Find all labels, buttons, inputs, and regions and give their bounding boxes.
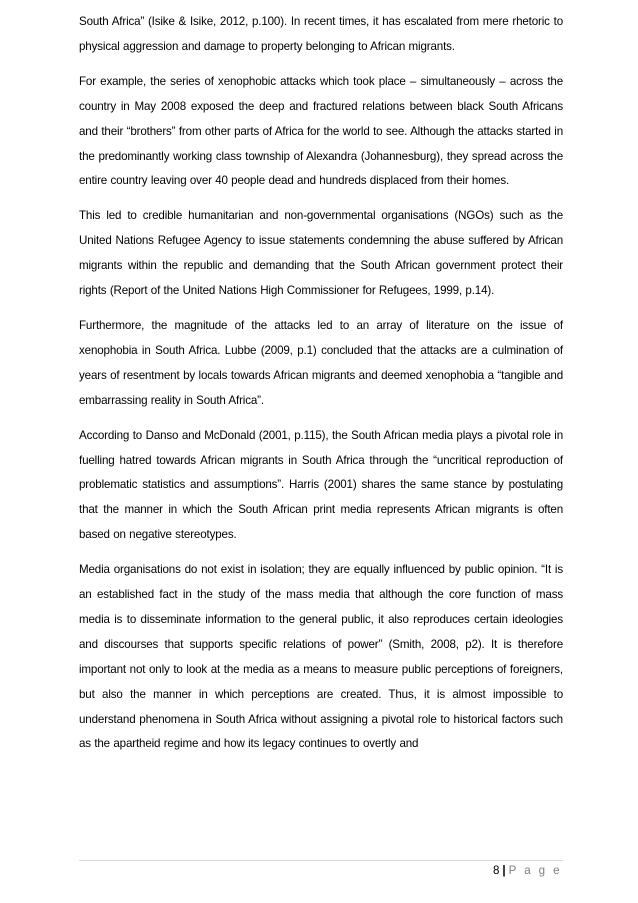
page-label: P a g e [508, 864, 562, 877]
paragraph-4: Furthermore, the magnitude of the attacks led to an array of literature on the issue of xenophobia in South Africa. Lubbe (2009, p.1) concluded that the attacks are a culmination of years of resentment by locals towards African migrants and deemed xenophobia a “tangible and embarrassing reality in South Africa”. [79, 318, 563, 407]
paragraph-1: South Africa” (Isike & Isike, 2012, p.100). In recent times, it has escalated from mere rhetoric to physical aggression and damage to property belonging to African migrants. [79, 15, 563, 53]
paragraph-6: Media organisations do not exist in isolation; they are equally influenced by public opinion. “It is an established fact in the study of the mass media that although the core function of mass media is to disseminate information to the general public, it also reproduces certain ideologies and discourses that supports specific relations of power” (Smith, 2008, p2). It is therefore important not only to look at the media as a means to measure public perceptions of foreigners, but also the manner in which perceptions are created. Thus, it is almost impossible to understand phenomena in South Africa without assigning a pivotal role to historical factors such as the apartheid regime and how its legacy continues to overtly and [79, 563, 563, 751]
body-text [79, 10, 563, 767]
page-number: 8 [492, 864, 500, 877]
page-footer [493, 864, 562, 878]
paragraph-2: For example, the series of xenophobic attacks which took place – simultaneously – across the country in May 2008 exposed the deep and fractured relations between black South Africans and their “brothers” from other parts of Africa for the world to see. Although the attacks started in the predominantly working class township of Alexandra (Johannesburg), they spread across the entire country leaving over 40 people dead and hundreds displaced from their homes. [79, 74, 563, 188]
footer-separator: | [502, 864, 506, 877]
paragraph-5: According to Danso and McDonald (2001, p.115), the South African media plays a pivotal role in fuelling hatred towards African migrants in South Africa through the “uncritical reproduction of problematic statistics and assumptions”. Harris (2001) shares the same stance by postulating that the manner in which the South African print media represents African migrants is often based on negative stereotypes. [79, 428, 563, 542]
footer-rule [79, 860, 563, 861]
paragraph-3: This led to credible humanitarian and non-governmental organisations (NGOs) such as the United Nations Refugee Agency to issue statements condemning the abuse suffered by African migrants within the republic and demanding that the South African government protect their rights (Report of the United Nations High Commissioner for Refugees, 1999, p.14). [79, 209, 563, 298]
